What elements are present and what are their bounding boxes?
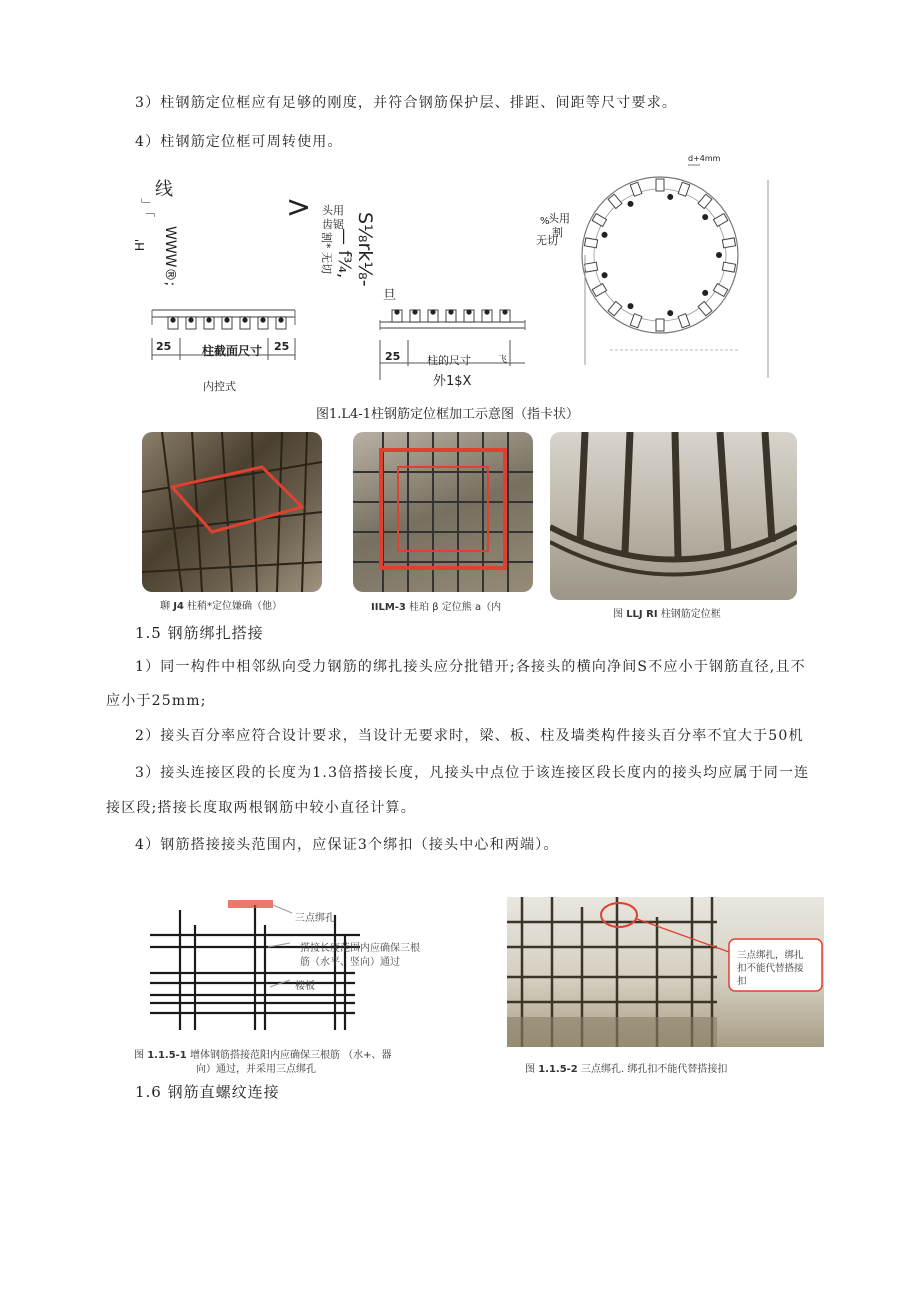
label-three-point-tie: 三点绑孔	[295, 913, 335, 924]
dim-label-column-size: 柱的尺寸	[427, 354, 471, 367]
label-geqie: 割* 无切	[320, 232, 333, 274]
dim-25-mid: 25	[385, 350, 401, 363]
photo-caption-1	[160, 597, 282, 612]
label-xian: 线	[155, 179, 173, 200]
paragraph-4: 4）柱钢筋定位框可周转使用。	[135, 134, 343, 150]
dim-25-left: 25	[156, 340, 172, 353]
label-lap-length-2: 筋（水平、竖向）通过	[300, 957, 400, 968]
photo-caption-3-prefix: 图	[613, 609, 627, 620]
photo-1-rebar-grid	[142, 432, 322, 592]
label-external-type: 外1$X	[433, 374, 472, 389]
dim-label-column-section: 柱截面尺寸	[202, 344, 263, 358]
label-ge: 割	[552, 226, 563, 239]
label-chigeju: 齿锯	[322, 218, 344, 231]
callout-line2: 扣不能代替搭接	[737, 963, 804, 974]
label-h1: H'	[133, 238, 148, 252]
callout-line1: 三点绑扎，绑扎	[737, 950, 804, 961]
label-bracket: 」「	[139, 198, 154, 218]
section-1-5-p3b: 接区段;搭接长度取两根钢筋中较小直径计算。	[106, 800, 416, 816]
photo-caption-2-number: IILM-3	[371, 602, 406, 613]
paragraph-3: 3）柱钢筋定位框应有足够的刚度，并符合钢筋保护层、排距、间距等尺寸要求。	[135, 95, 678, 111]
figure-1-caption: 图1.L4-1柱钢筋定位框加工示意图（指卡状）	[316, 407, 579, 422]
figure-3-caption-text: 三点绑孔. 绑孔扣不能代替搭接扣	[577, 1064, 728, 1075]
photo-circular-frame	[550, 432, 797, 600]
label-touyong: 头用	[548, 212, 570, 225]
section-1-6-heading: 1.6 钢筋直螺纹连接	[135, 1083, 280, 1101]
photo-caption-2	[371, 598, 501, 613]
photo-caption-1-text: 柱稍*定位嫌确（他）	[183, 601, 283, 612]
callout-line3: 扣	[737, 976, 747, 987]
label-fei: 飞	[498, 355, 508, 365]
circular-frame-drawing	[582, 165, 768, 378]
dim-25-right: 25	[274, 340, 290, 353]
label-floor-slab: 楼板	[295, 981, 315, 992]
figure-1-diagram	[133, 154, 780, 393]
photo-caption-2-text: 桂珀 β 定位熊 a（内	[405, 602, 502, 613]
photo-column-frame-2	[353, 432, 533, 592]
figure-2-drawing	[150, 895, 425, 1040]
figure-3-caption-number: 1.1.5-2	[538, 1064, 578, 1075]
label-lap-length-1: 搭接长度范围内应确保三根	[300, 943, 420, 954]
photo-caption-3-number: LLJ RI	[626, 609, 658, 620]
section-1-5-p1a: 1）同一构件中相邻纵向受力钢筋的绑扎接头应分批错开;各接头的横向净间S不应小于钢筋直径,且不	[135, 659, 806, 675]
photo-column-frame-1	[142, 432, 322, 592]
figure-2-caption-line2: 向）通过，并采用三点绑孔	[196, 1064, 316, 1075]
label-internal-type: 内控式	[203, 380, 236, 393]
label-www: WWW®;	[162, 226, 178, 287]
figure-3-caption-prefix: 图	[525, 1064, 539, 1075]
photo-caption-3-text: 柱钢筋定位框	[657, 609, 721, 620]
section-1-5-p3a: 3）接头连接区段的长度为1.3倍搭接长度，凡接头中点位于该连接区段长度内的接头均应属于同一连	[135, 765, 810, 781]
label-wuqie: 无切	[536, 234, 558, 247]
label-dan: 旦	[383, 288, 397, 303]
section-1-5-p2: 2）接头百分率应符合设计要求，当设计无要求时，梁、板、柱及墙类构件接头百分率不宜大于50机	[135, 728, 804, 744]
figure-2-caption-line1	[134, 1046, 392, 1061]
figure-3-photo	[507, 897, 824, 1047]
label-rot1: S⅛rk⅛-	[354, 212, 376, 287]
section-1-5-p4: 4）钢筋搭接接头范围内，应保证3个绑扣（接头中心和两端）。	[135, 837, 559, 853]
photo-3-circular-rebar	[550, 432, 797, 600]
figure-2-caption-text: 增体钢筋搭接范阳内应确保三根筋 （水+、器	[186, 1050, 392, 1061]
label-d4mm: d+4mm	[688, 154, 721, 163]
label-arrow: >	[286, 190, 312, 225]
section-1-5-heading: 1.5 钢筋绑扎搭接	[135, 624, 264, 642]
figure-2-caption-prefix: 图	[134, 1050, 148, 1061]
photo-2-rebar-grid	[353, 432, 533, 592]
figure-2-caption-number: 1.1.5-1	[147, 1050, 187, 1061]
figure-3-caption	[525, 1060, 727, 1075]
photo-caption-1-number: J4	[173, 601, 184, 612]
photo-caption-1-prefix: 聊	[160, 601, 174, 612]
label-rot2: — f¾,	[334, 228, 354, 279]
section-1-5-p1b: 应小于25mm;	[106, 693, 207, 709]
photo-caption-3	[613, 605, 721, 620]
label-toujianyong: 头用	[322, 204, 344, 217]
label-pct: %	[540, 216, 550, 227]
